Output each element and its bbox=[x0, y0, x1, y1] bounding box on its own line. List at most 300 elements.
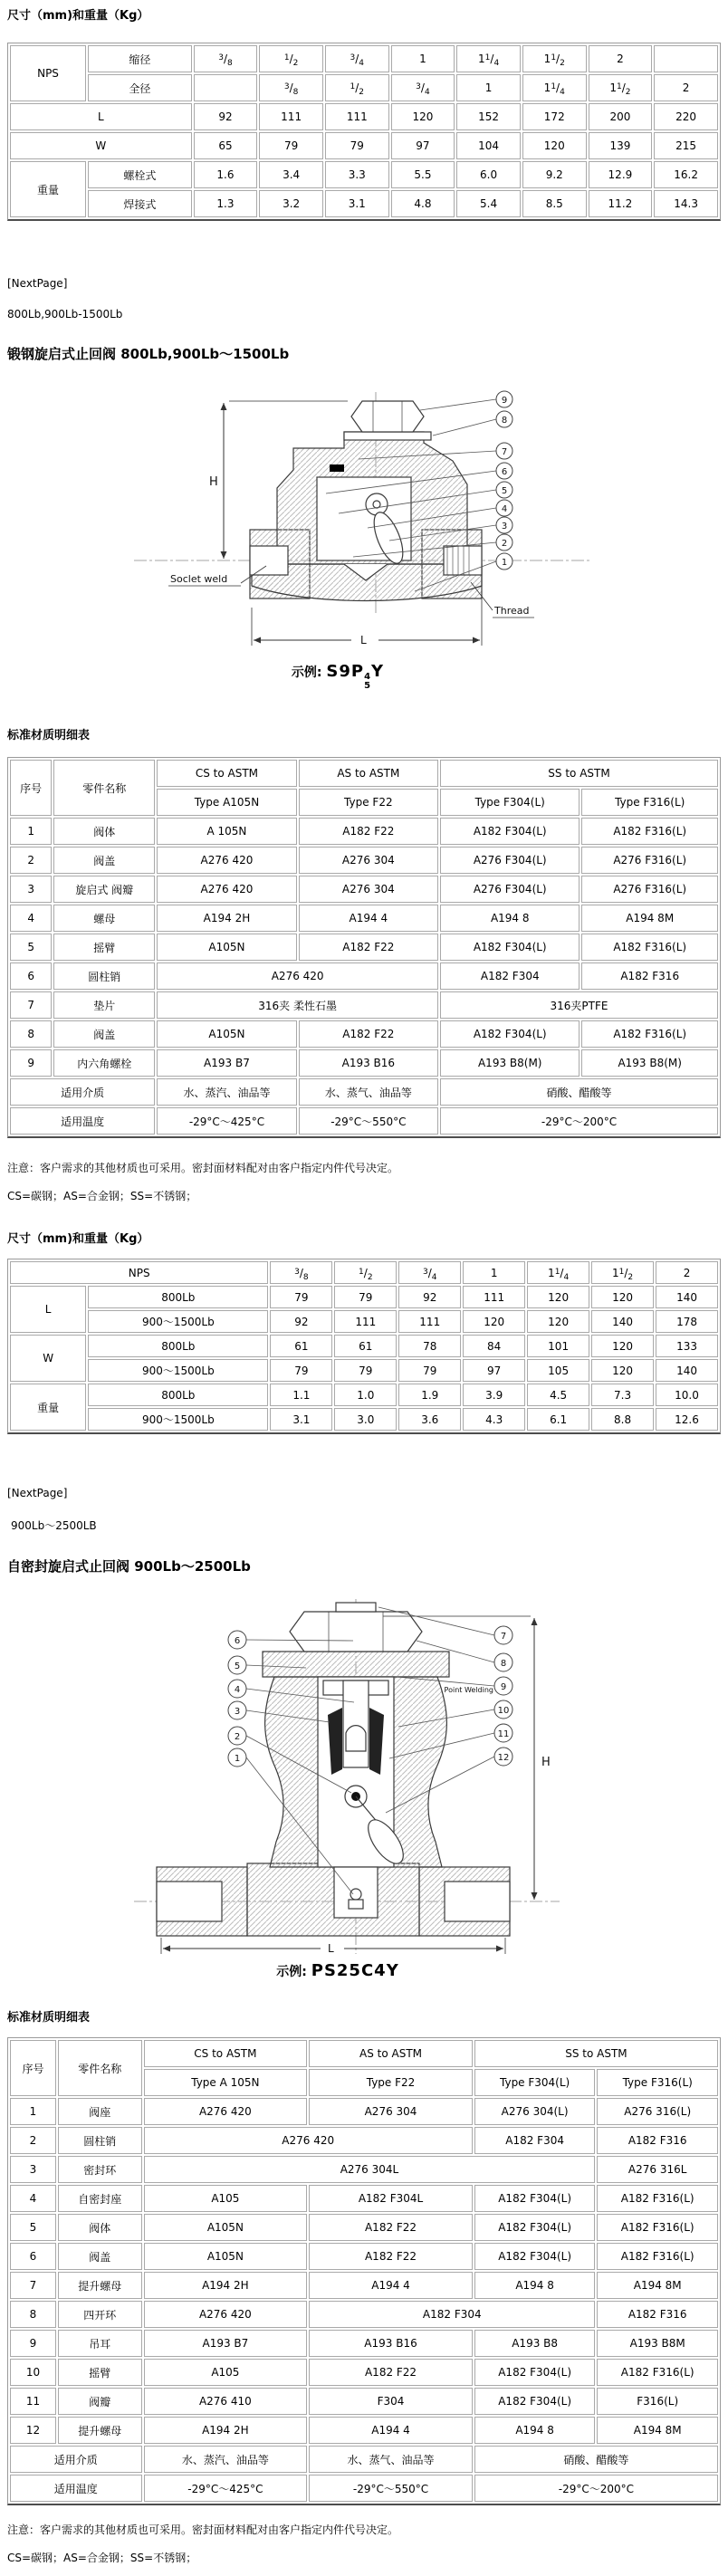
cell: 提升螺母 bbox=[58, 2417, 142, 2444]
cell: 12.6 bbox=[656, 1408, 718, 1431]
cell: -29°C～550°C bbox=[309, 2475, 473, 2502]
cell: 3.0 bbox=[334, 1408, 397, 1431]
row-label: 适用温度 bbox=[10, 2475, 142, 2502]
table-row bbox=[10, 1384, 718, 1406]
code-suffix: Y bbox=[371, 662, 385, 681]
cell: 9 bbox=[10, 1049, 52, 1077]
cell: -29°C～200°C bbox=[440, 1107, 718, 1135]
cell: A194 8M bbox=[581, 905, 718, 932]
dimensions-weights-table-1 bbox=[7, 43, 721, 221]
col-header: SS to ASTM bbox=[440, 760, 718, 787]
cell: 10 bbox=[10, 2359, 56, 2386]
cell: A182 F304 bbox=[309, 2301, 595, 2328]
svg-text:3: 3 bbox=[234, 1707, 241, 1717]
svg-text:5: 5 bbox=[501, 486, 508, 496]
example-code: PS25C4Y bbox=[311, 1961, 399, 1980]
cell: 79 bbox=[334, 1359, 397, 1382]
cell: $^1/_2$ bbox=[259, 45, 323, 72]
l-dim-label: L bbox=[360, 634, 367, 646]
cell: A194 8 bbox=[474, 2272, 596, 2299]
cell: 3.1 bbox=[325, 190, 389, 217]
col-subheader: Type F304(L) bbox=[440, 789, 580, 816]
cell: A276 420 bbox=[144, 2098, 308, 2125]
cell: 3.2 bbox=[259, 190, 323, 217]
cell: 2 bbox=[589, 45, 653, 72]
svg-text:6: 6 bbox=[234, 1636, 241, 1646]
cell: 120 bbox=[591, 1286, 654, 1308]
diagram-1 bbox=[7, 387, 721, 658]
row-label: 全径 bbox=[88, 74, 192, 101]
cell: 9 bbox=[10, 2330, 56, 2357]
cell: 1 bbox=[10, 818, 52, 845]
cell: 2 bbox=[654, 74, 718, 101]
cell: 1 bbox=[391, 45, 455, 72]
cell: 111 bbox=[259, 103, 323, 130]
code-den: 5 bbox=[364, 681, 372, 691]
cell: 172 bbox=[522, 103, 587, 130]
table-row bbox=[10, 760, 718, 787]
cell: -29°C～425°C bbox=[144, 2475, 308, 2502]
cell: A276 420 bbox=[144, 2127, 473, 2154]
row-label: 缩径 bbox=[88, 45, 192, 72]
code-num: 4 bbox=[364, 672, 372, 682]
cell: 硝酸、醋酸等 bbox=[474, 2446, 718, 2473]
cell: A276 420 bbox=[157, 876, 296, 903]
cell: 16.2 bbox=[654, 161, 718, 188]
cell: A182 F316(L) bbox=[597, 2214, 718, 2241]
table-row bbox=[10, 934, 718, 961]
callout-1 bbox=[228, 1748, 246, 1767]
cell: F316(L) bbox=[597, 2388, 718, 2415]
svg-text:8: 8 bbox=[501, 416, 508, 426]
cell: 120 bbox=[463, 1310, 525, 1333]
cell: A276 304(L) bbox=[474, 2098, 596, 2125]
cell: 密封环 bbox=[58, 2156, 142, 2183]
cell: 阀盖 bbox=[53, 847, 155, 874]
note-line-1: 注意：客户需求的其他材质也可采用。密封面材料配对由客户指定内件代号决定。 bbox=[7, 2523, 399, 2536]
table-row bbox=[10, 876, 718, 903]
svg-text:4: 4 bbox=[501, 504, 508, 514]
dimensions-weights-table-2 bbox=[7, 1259, 721, 1434]
cell: A182 F316(L) bbox=[581, 1020, 718, 1048]
weight-header: 重量 bbox=[10, 161, 86, 217]
next-page-marker-1: [NextPage] bbox=[7, 277, 68, 290]
thread-label: Thread bbox=[494, 605, 530, 617]
table-row bbox=[10, 2475, 718, 2502]
cell: A182 F22 bbox=[299, 818, 438, 845]
cell: $^3/_4$ bbox=[325, 45, 389, 72]
cell: A105 bbox=[144, 2185, 308, 2212]
cell: 阀盖 bbox=[53, 1020, 155, 1048]
cell: 133 bbox=[656, 1335, 718, 1357]
h-dim-label: H bbox=[541, 1756, 551, 1769]
code-fraction bbox=[364, 673, 371, 691]
cell: 105 bbox=[527, 1359, 589, 1382]
table-row bbox=[10, 103, 718, 130]
cell: $1^1/_2$ bbox=[589, 74, 653, 101]
table-row bbox=[10, 2185, 718, 2212]
col-subheader: Type F22 bbox=[299, 789, 438, 816]
table-row bbox=[10, 1107, 718, 1135]
cell: A182 F316 bbox=[581, 962, 718, 990]
cell: 92 bbox=[270, 1310, 332, 1333]
col-header: AS to ASTM bbox=[309, 2040, 473, 2067]
row-label: L bbox=[10, 103, 192, 130]
cell: 10.0 bbox=[656, 1384, 718, 1406]
cell: 阀瓣 bbox=[58, 2388, 142, 2415]
cell: A276 420 bbox=[157, 847, 296, 874]
cell: 6 bbox=[10, 2243, 56, 2270]
cell: 8.8 bbox=[591, 1408, 654, 1431]
example-caption-2 bbox=[7, 1961, 668, 1980]
cell: A194 2H bbox=[157, 905, 296, 932]
cell: A194 8 bbox=[440, 905, 580, 932]
row-label: 焊接式 bbox=[88, 190, 192, 217]
row-label: 800Lb bbox=[88, 1384, 268, 1406]
table-row bbox=[10, 2243, 718, 2270]
table-row bbox=[10, 818, 718, 845]
example-label: 示例: bbox=[276, 1965, 307, 1979]
cell: 97 bbox=[391, 132, 455, 159]
l-dim-label: L bbox=[328, 1942, 334, 1955]
table-row bbox=[10, 1286, 718, 1308]
cell: 2 bbox=[10, 2127, 56, 2154]
cell: 7 bbox=[10, 991, 52, 1019]
cell: $^1/_2$ bbox=[334, 1261, 397, 1284]
note-line-1: 注意：客户需求的其他材质也可采用。密封面材料配对由客户指定内件代号决定。 bbox=[7, 1162, 399, 1174]
row-label: 螺栓式 bbox=[88, 161, 192, 188]
cell: A193 B16 bbox=[309, 2330, 473, 2357]
cell: A105 bbox=[144, 2359, 308, 2386]
cell: A194 4 bbox=[309, 2272, 473, 2299]
diagram-2 bbox=[7, 1595, 721, 1958]
cell: 8.5 bbox=[522, 190, 587, 217]
cell: 阀体 bbox=[58, 2214, 142, 2241]
materials-title-1: 标准材质明细表 bbox=[7, 729, 91, 742]
table-row bbox=[10, 2388, 718, 2415]
table-row bbox=[10, 991, 718, 1019]
cell: A182 F304(L) bbox=[440, 934, 580, 961]
svg-text:10: 10 bbox=[497, 1706, 510, 1716]
cell bbox=[654, 45, 718, 72]
cell: 6.0 bbox=[456, 161, 521, 188]
cell: A194 8M bbox=[597, 2272, 718, 2299]
svg-text:4: 4 bbox=[234, 1685, 241, 1695]
cell: 1 bbox=[456, 74, 521, 101]
cell: -29°C～425°C bbox=[157, 1107, 296, 1135]
cell: A182 F316 bbox=[597, 2127, 718, 2154]
svg-text:1: 1 bbox=[234, 1754, 241, 1764]
callout-4 bbox=[496, 500, 512, 516]
point-welding-label: Point Welding bbox=[444, 1686, 493, 1694]
nps-header: NPS bbox=[10, 45, 86, 101]
callout-7 bbox=[494, 1626, 512, 1644]
svg-text:8: 8 bbox=[500, 1659, 507, 1669]
col-header: 零件名称 bbox=[53, 760, 155, 816]
table-row bbox=[10, 1261, 718, 1284]
cell: 79 bbox=[270, 1359, 332, 1382]
example-code bbox=[326, 662, 385, 691]
cell: 120 bbox=[522, 132, 587, 159]
cell: 215 bbox=[654, 132, 718, 159]
cell: $^1/_2$ bbox=[325, 74, 389, 101]
cell bbox=[194, 74, 258, 101]
nps-header: NPS bbox=[10, 1261, 268, 1284]
cell: A194 4 bbox=[299, 905, 438, 932]
cell: 1.1 bbox=[270, 1384, 332, 1406]
cell: 圆柱销 bbox=[58, 2127, 142, 2154]
svg-text:9: 9 bbox=[501, 396, 508, 406]
cell: 92 bbox=[398, 1286, 461, 1308]
table-row bbox=[10, 2446, 718, 2473]
cell: 120 bbox=[527, 1310, 589, 1333]
cell: A276 F304(L) bbox=[440, 847, 580, 874]
cell: 79 bbox=[270, 1286, 332, 1308]
cell: 139 bbox=[589, 132, 653, 159]
col-header: 序号 bbox=[10, 2040, 56, 2096]
table-row bbox=[10, 847, 718, 874]
row-label: W bbox=[10, 132, 192, 159]
cell: 65 bbox=[194, 132, 258, 159]
table-row bbox=[10, 2098, 718, 2125]
cell: 316夹PTFE bbox=[440, 991, 718, 1019]
cell: 12.9 bbox=[589, 161, 653, 188]
callout-2 bbox=[496, 534, 512, 551]
callout-3 bbox=[228, 1701, 246, 1719]
cell: A276 F316(L) bbox=[581, 876, 718, 903]
valve-body bbox=[157, 1603, 510, 1936]
cell: 140 bbox=[656, 1286, 718, 1308]
cell: 2 bbox=[10, 847, 52, 874]
cell: 120 bbox=[391, 103, 455, 130]
socket-weld-label: Soclet weld bbox=[170, 573, 228, 585]
cell: 吊耳 bbox=[58, 2330, 142, 2357]
pressure-seal-check-valve-drawing bbox=[125, 1595, 596, 1958]
cell: 92 bbox=[194, 103, 258, 130]
col-subheader: Type A 105N bbox=[144, 2069, 308, 2096]
cell: 3.6 bbox=[398, 1408, 461, 1431]
cell: 3.3 bbox=[325, 161, 389, 188]
callout-10 bbox=[494, 1700, 512, 1719]
cell: -29°C～550°C bbox=[299, 1107, 438, 1135]
cell: 3.9 bbox=[463, 1384, 525, 1406]
cell: 200 bbox=[589, 103, 653, 130]
cell: 1.3 bbox=[194, 190, 258, 217]
cell: 1.0 bbox=[334, 1384, 397, 1406]
cell: $1^1/_2$ bbox=[522, 45, 587, 72]
cell: 1 bbox=[10, 2098, 56, 2125]
cell: 120 bbox=[527, 1286, 589, 1308]
callout-6 bbox=[496, 463, 512, 479]
cell: 104 bbox=[456, 132, 521, 159]
svg-text:3: 3 bbox=[501, 522, 508, 531]
col-header: AS to ASTM bbox=[299, 760, 438, 787]
code-prefix: S9P bbox=[326, 662, 365, 681]
cell: A105N bbox=[157, 934, 296, 961]
callout-7 bbox=[496, 443, 512, 459]
callout-8 bbox=[496, 411, 512, 427]
svg-text:2: 2 bbox=[234, 1732, 241, 1742]
cell: 7 bbox=[10, 2272, 56, 2299]
svg-text:6: 6 bbox=[501, 467, 508, 477]
cell: 3 bbox=[10, 876, 52, 903]
cell: A182 F316 bbox=[597, 2301, 718, 2328]
callout-12 bbox=[494, 1748, 512, 1766]
col-subheader: Type F304(L) bbox=[474, 2069, 596, 2096]
col-header: 序号 bbox=[10, 760, 52, 816]
cell: 6 bbox=[10, 962, 52, 990]
cell: 四开环 bbox=[58, 2301, 142, 2328]
callout-6 bbox=[228, 1631, 246, 1649]
cell: 6.1 bbox=[527, 1408, 589, 1431]
cell: 14.3 bbox=[654, 190, 718, 217]
table-row bbox=[10, 132, 718, 159]
section-heading-2: 自密封旋启式止回阀 900Lb～2500Lb bbox=[7, 1558, 251, 1575]
cell: A182 F304 bbox=[474, 2127, 596, 2154]
col-header: SS to ASTM bbox=[474, 2040, 718, 2067]
row-label: 900～1500Lb bbox=[88, 1408, 268, 1431]
table-row bbox=[10, 2417, 718, 2444]
svg-text:12: 12 bbox=[497, 1753, 510, 1763]
cell: 120 bbox=[591, 1359, 654, 1382]
cell: 140 bbox=[656, 1359, 718, 1382]
cell: A194 2H bbox=[144, 2417, 308, 2444]
cell: 水、蒸气、油品等 bbox=[299, 1078, 438, 1106]
cell: A276 420 bbox=[144, 2301, 308, 2328]
cell: 8 bbox=[10, 1020, 52, 1048]
cell: A182 F304(L) bbox=[440, 1020, 580, 1048]
table-row bbox=[10, 2156, 718, 2183]
table-row bbox=[10, 905, 718, 932]
cell: 3 bbox=[10, 2156, 56, 2183]
row-label: L bbox=[10, 1286, 86, 1333]
cell: A193 B8M bbox=[597, 2330, 718, 2357]
cell: A194 2H bbox=[144, 2272, 308, 2299]
cell: A182 F316(L) bbox=[597, 2359, 718, 2386]
cell: 5.5 bbox=[391, 161, 455, 188]
table-row bbox=[10, 1408, 718, 1431]
cell: A276 304 bbox=[299, 847, 438, 874]
table-row bbox=[10, 2272, 718, 2299]
pressure-range-2: 900Lb～2500LB bbox=[11, 1519, 97, 1532]
table-row bbox=[10, 190, 718, 217]
row-label: W bbox=[10, 1335, 86, 1382]
cell: 61 bbox=[334, 1335, 397, 1357]
svg-text:9: 9 bbox=[500, 1682, 507, 1692]
materials-table-1 bbox=[7, 757, 721, 1138]
cell: A193 B7 bbox=[144, 2330, 308, 2357]
cell: 4.8 bbox=[391, 190, 455, 217]
row-label: 适用温度 bbox=[10, 1107, 155, 1135]
cell: A276 304 bbox=[309, 2098, 473, 2125]
cell: A194 8M bbox=[597, 2417, 718, 2444]
pressure-range-1: 800Lb,900Lb-1500Lb bbox=[7, 308, 123, 321]
row-label: 900～1500Lb bbox=[88, 1310, 268, 1333]
cell: 1 bbox=[463, 1261, 525, 1284]
row-label: 900～1500Lb bbox=[88, 1359, 268, 1382]
cell: 阀座 bbox=[58, 2098, 142, 2125]
cell: 螺母 bbox=[53, 905, 155, 932]
cell: 3.1 bbox=[270, 1408, 332, 1431]
cell: A276 304 bbox=[299, 876, 438, 903]
table-row bbox=[10, 2359, 718, 2386]
cell: 316夹 柔性石墨 bbox=[157, 991, 438, 1019]
cell: 111 bbox=[334, 1310, 397, 1333]
cell: 硝酸、醋酸等 bbox=[440, 1078, 718, 1106]
table-row bbox=[10, 1078, 718, 1106]
table-row bbox=[10, 2301, 718, 2328]
cell: 水、蒸气、油品等 bbox=[309, 2446, 473, 2473]
cell: 阀体 bbox=[53, 818, 155, 845]
table-row bbox=[10, 2214, 718, 2241]
cell: 178 bbox=[656, 1310, 718, 1333]
cell: 5 bbox=[10, 934, 52, 961]
cell: 79 bbox=[325, 132, 389, 159]
table-row bbox=[10, 962, 718, 990]
cell: A193 B7 bbox=[157, 1049, 296, 1077]
cell: 220 bbox=[654, 103, 718, 130]
svg-text:11: 11 bbox=[497, 1729, 510, 1739]
valve-body bbox=[250, 401, 482, 601]
section-heading-1: 锻钢旋启式止回阀 800Lb,900Lb～1500Lb bbox=[7, 346, 290, 362]
svg-text:7: 7 bbox=[500, 1632, 507, 1642]
cell: 阀盖 bbox=[58, 2243, 142, 2270]
cell: A105N bbox=[157, 1020, 296, 1048]
callout-9 bbox=[494, 1677, 512, 1695]
svg-text:5: 5 bbox=[234, 1661, 241, 1671]
svg-text:7: 7 bbox=[501, 447, 508, 457]
cell: A182 F304 bbox=[440, 962, 580, 990]
cell: A182 F304(L) bbox=[474, 2214, 596, 2241]
table-row bbox=[10, 1359, 718, 1382]
cell: A276 F316(L) bbox=[581, 847, 718, 874]
cell: A 105N bbox=[157, 818, 296, 845]
table-row bbox=[10, 2040, 718, 2067]
cell: $1^1/_4$ bbox=[522, 74, 587, 101]
row-label: 800Lb bbox=[88, 1335, 268, 1357]
row-label: 适用介质 bbox=[10, 1078, 155, 1106]
cell: 4.3 bbox=[463, 1408, 525, 1431]
cell: 摇臂 bbox=[58, 2359, 142, 2386]
dims-title-2: 尺寸（mm)和重量（Kg） bbox=[7, 1232, 149, 1246]
cell: A182 F304L bbox=[309, 2185, 473, 2212]
cell: 8 bbox=[10, 2301, 56, 2328]
table-row bbox=[10, 2330, 718, 2357]
cell: $^3/_8$ bbox=[194, 45, 258, 72]
cell: 12 bbox=[10, 2417, 56, 2444]
callout-5 bbox=[496, 482, 512, 498]
materials-table-2 bbox=[7, 2037, 721, 2505]
cell: A276 304L bbox=[144, 2156, 596, 2183]
cell: 水、蒸汽、油品等 bbox=[157, 1078, 296, 1106]
cell: A193 B8 bbox=[474, 2330, 596, 2357]
cell: A182 F304(L) bbox=[474, 2388, 596, 2415]
callout-8 bbox=[494, 1653, 512, 1671]
cell: 4.5 bbox=[527, 1384, 589, 1406]
callout-9 bbox=[496, 391, 512, 407]
cell: A182 F22 bbox=[309, 2243, 473, 2270]
table-row bbox=[10, 45, 718, 72]
cell: F304 bbox=[309, 2388, 473, 2415]
cell: 111 bbox=[398, 1310, 461, 1333]
table-row bbox=[10, 2127, 718, 2154]
cell: A276 F304(L) bbox=[440, 876, 580, 903]
cell: A276 410 bbox=[144, 2388, 308, 2415]
cell: A182 F304(L) bbox=[440, 818, 580, 845]
example-caption-1 bbox=[7, 662, 668, 691]
cell: A193 B8(M) bbox=[440, 1049, 580, 1077]
cell: 5 bbox=[10, 2214, 56, 2241]
